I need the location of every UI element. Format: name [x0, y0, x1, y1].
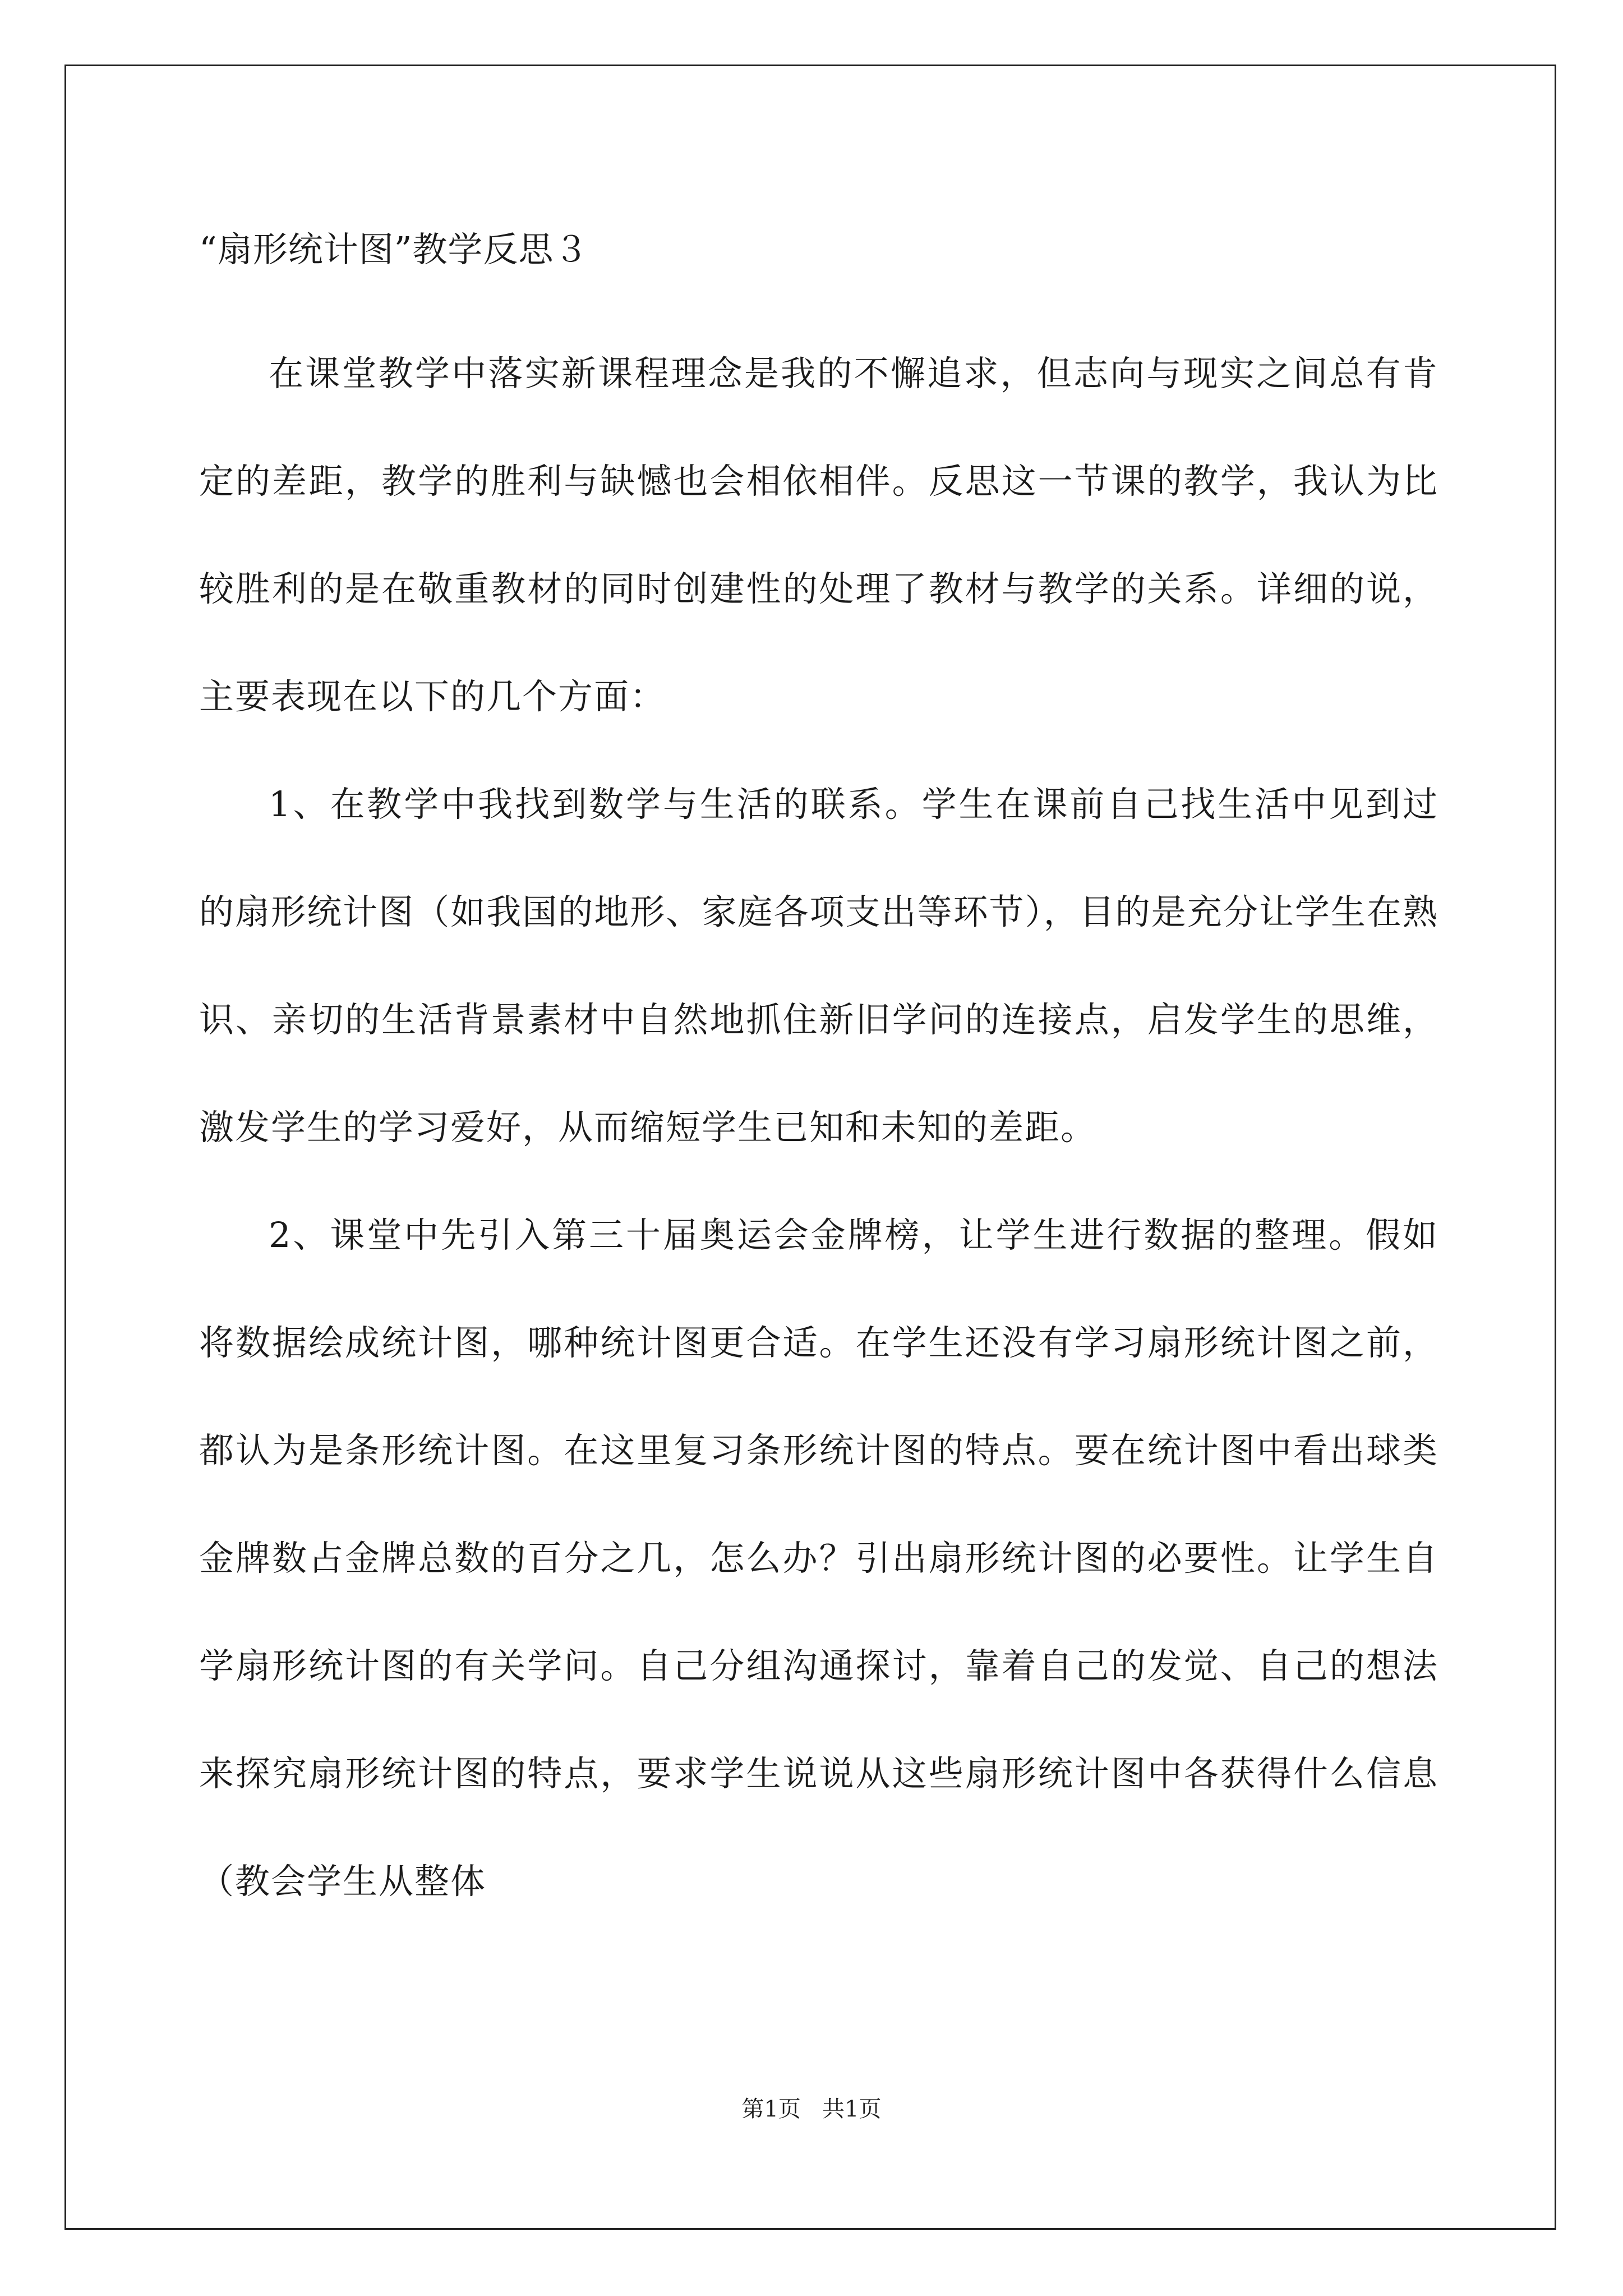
paragraph-intro: 在课堂教学中落实新课程理念是我的不懈追求，但志向与现实之间总有肯定的差距，教学的胜利与缺憾也会相依相伴。反思这一节课的教学，我认为比较胜利的是在敬重教材的同时创建性的处理了教材与教学的关系。详细的说，主要表现在以下的几个方面：: [199, 353, 1438, 717]
document-body: [199, 320, 1438, 1935]
page-footer: 第1页 共1页: [741, 2096, 882, 2122]
paragraph-point-1: 1、在教学中我找到数学与生活的联系。学生在课前自己找生活中见到过的扇形统计图（如我国的地形、家庭各项支出等环节），目的是充分让学生在熟识、亲切的生活背景素材中自然地抓住新旧学问的连接点，启发学生的思维，激发学生的学习爱好，从而缩短学生已知和未知的差距。: [199, 784, 1438, 1148]
document-title: “扇形统计图”教学反思３: [199, 229, 589, 270]
paragraph-point-2: 2、课堂中先引入第三十届奥运会金牌榜，让学生进行数据的整理。假如将数据绘成统计图，哪种统计图更合适。在学生还没有学习扇形统计图之前，都认为是条形统计图。在这里复习条形统计图的特点。要在统计图中看出球类金牌数占金牌总数的百分之几，怎么办？引出扇形统计图的必要性。让学生自学扇形统计图的有关学问。自己分组沟通探讨，靠着自己的发觉、自己的想法来探究扇形统计图的特点，要求学生说说从这些扇形统计图中各获得什么信息（教会学生从整体: [199, 1214, 1438, 1902]
